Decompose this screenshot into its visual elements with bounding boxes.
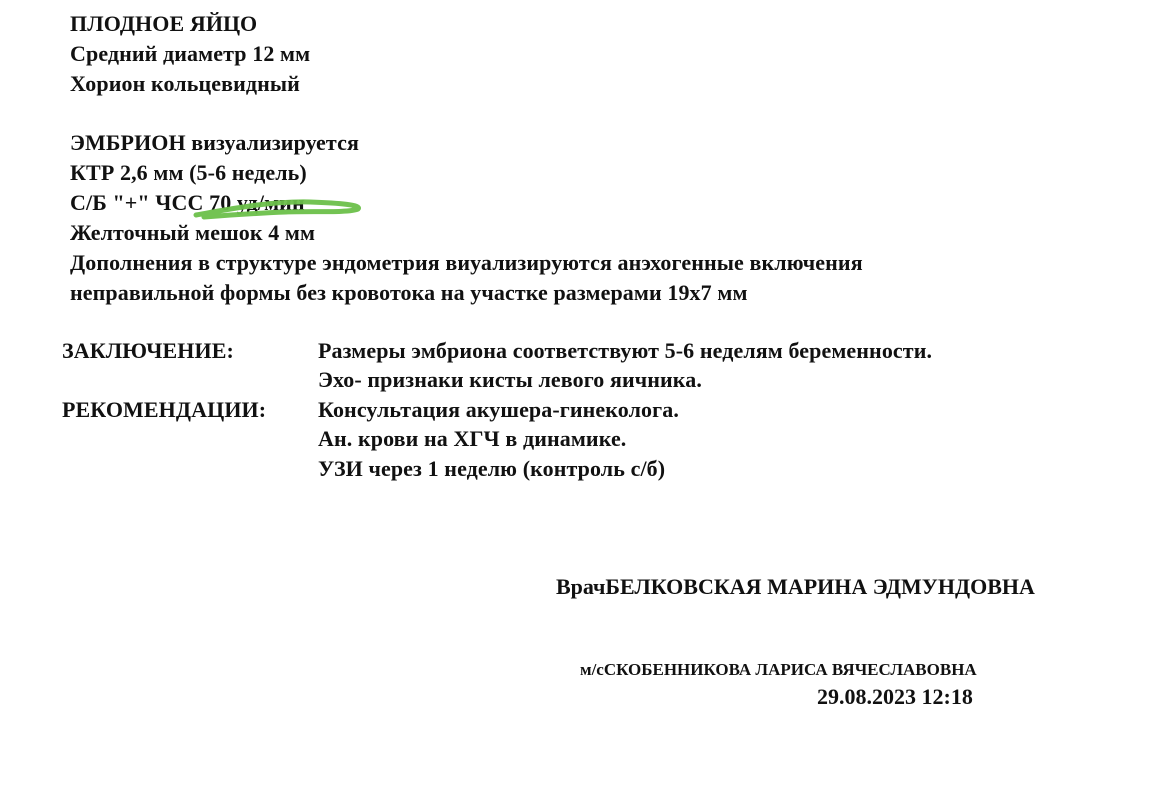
conclusion-line-2: Эхо- признаки кисты левого яичника. (318, 367, 702, 392)
conclusion-line-1: Размеры эмбриона соответствуют 5-6 неделям беременности. (318, 338, 933, 363)
recommendation-line-1: Консультация акушера-гинеколога. (318, 397, 679, 422)
conclusion-label: ЗАКЛЮЧЕНИЕ: (62, 338, 234, 363)
report-datetime: 29.08.2023 12:18 (817, 684, 973, 709)
embryo-visualized: ЭМБРИОН визуализируется (70, 130, 359, 155)
recommendation-line-3: УЗИ через 1 неделю (контроль с/б) (318, 456, 666, 481)
recommendation-line-2: Ан. крови на ХГЧ в динамике. (318, 426, 627, 451)
embryo-yolk-sac: Желточный мешок 4 мм (70, 220, 316, 245)
nurse-signature: м/сСКОБЕННИКОВА ЛАРИСА ВЯЧЕСЛАВОВНА (580, 660, 977, 679)
recommendations-label: РЕКОМЕНДАЦИИ: (62, 397, 267, 422)
egg-mean-diameter: Средний диаметр 12 мм (70, 41, 311, 66)
embryo-heartbeat: С/Б "+" ЧСС 70 уд/мин (70, 190, 305, 215)
egg-title: ПЛОДНОЕ ЯЙЦО (70, 11, 258, 36)
endometrium-line-2: неправильной формы без кровотока на участке размерами 19х7 мм (70, 280, 748, 305)
endometrium-line-1: Дополнения в структуре эндометрия виуализируются анэхогенные включения (70, 250, 863, 275)
embryo-ktr: КТР 2,6 мм (5-6 недель) (70, 160, 307, 185)
doctor-signature: ВрачБЕЛКОВСКАЯ МАРИНА ЭДМУНДОВНА (556, 574, 1035, 599)
egg-chorion: Хорион кольцевидный (70, 71, 300, 96)
